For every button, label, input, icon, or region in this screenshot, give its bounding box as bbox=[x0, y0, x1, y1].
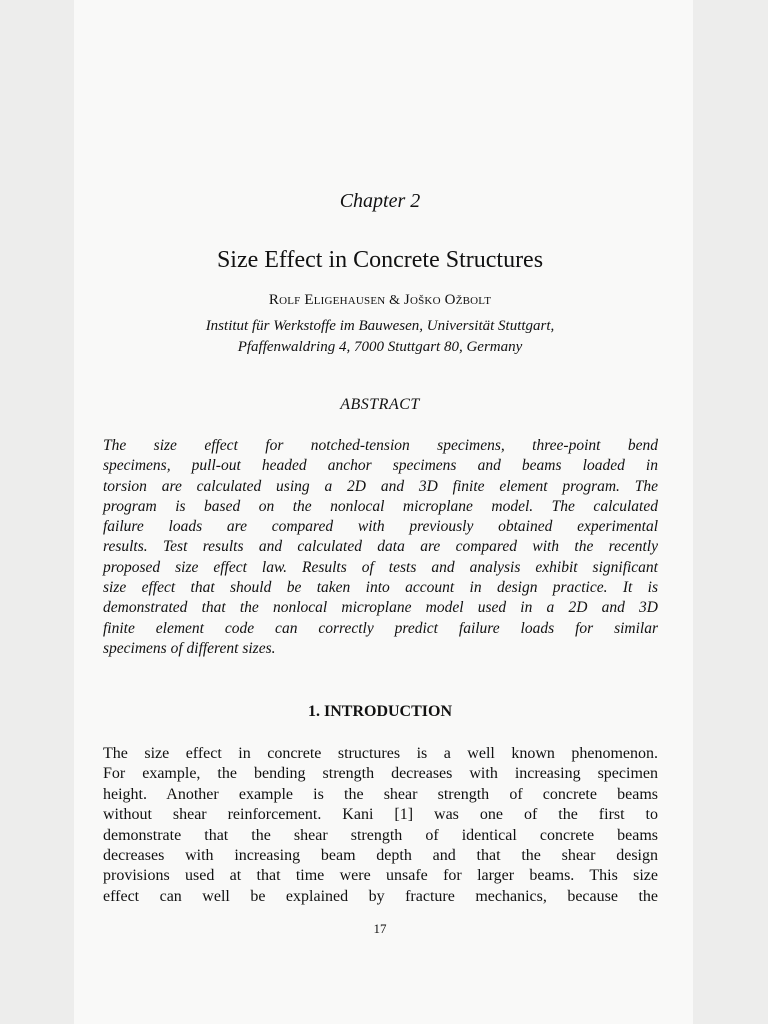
body-line: height. Another example is the shear strength of concrete beams bbox=[103, 785, 658, 803]
abstract-heading: ABSTRACT bbox=[340, 396, 420, 413]
section-heading: 1. INTRODUCTION bbox=[307, 703, 452, 720]
abstract-line: torsion are calculated using a 2D and 3D finite element program. The bbox=[103, 477, 658, 495]
body-line: For example, the bending strength decreases with increasing specimen bbox=[103, 765, 658, 783]
abstract-line: finite element code can correctly predict failure loads for similar bbox=[103, 619, 658, 637]
author-name: Joško Ožbolt bbox=[403, 292, 492, 308]
body-line: demonstrate that the shear strength of identical concrete beams bbox=[103, 826, 658, 844]
introduction-text bbox=[103, 744, 658, 907]
abstract-line: specimens, pull-out headed anchor specimens and beams loaded in bbox=[103, 457, 658, 475]
body-line: The size effect in concrete structures is a well known phenomenon. bbox=[103, 745, 658, 762]
body-line: without shear reinforcement. Kani [1] was one of the first to bbox=[103, 806, 658, 824]
abstract-line: demonstrated that the nonlocal microplane model used in a 2D and 3D bbox=[103, 599, 658, 617]
abstract-line: failure loads are compared with previously obtained experimental bbox=[103, 518, 658, 536]
abstract-line: results. Test results and calculated data are compared with the recently bbox=[103, 538, 658, 556]
page-number: 17 bbox=[373, 921, 387, 936]
abstract-line: proposed size effect law. Results of tests and analysis exhibit significant bbox=[103, 558, 658, 576]
paper-title: Size Effect in Concrete Structures bbox=[216, 247, 544, 273]
chapter-label: Chapter 2 bbox=[339, 190, 421, 212]
abstract-line: specimens of different sizes. bbox=[103, 639, 276, 657]
abstract-line: The size effect for notched-tension specimens, three-point bend bbox=[103, 437, 658, 454]
body-line: effect can well be explained by fracture mechanics, because the bbox=[103, 887, 658, 905]
body-line: provisions used at that time were unsafe for larger beams. This size bbox=[103, 867, 658, 885]
abstract-line: size effect that should be taken into account in design practice. It is bbox=[103, 579, 658, 597]
author-line bbox=[0, 292, 760, 309]
author-separator: & bbox=[389, 293, 401, 308]
body-line: decreases with increasing beam depth and that the shear design bbox=[103, 847, 658, 865]
affiliation-line: Pfaffenwaldring 4, 7000 Stuttgart 80, Germany bbox=[237, 339, 523, 355]
affiliation-line: Institut für Werkstoffe im Bauwesen, Universität Stuttgart, bbox=[205, 318, 555, 334]
author-name: Rolf Eligehausen bbox=[268, 292, 386, 308]
abstract-line: program is based on the nonlocal microplane model. The calculated bbox=[103, 497, 658, 515]
abstract-text bbox=[103, 436, 658, 659]
